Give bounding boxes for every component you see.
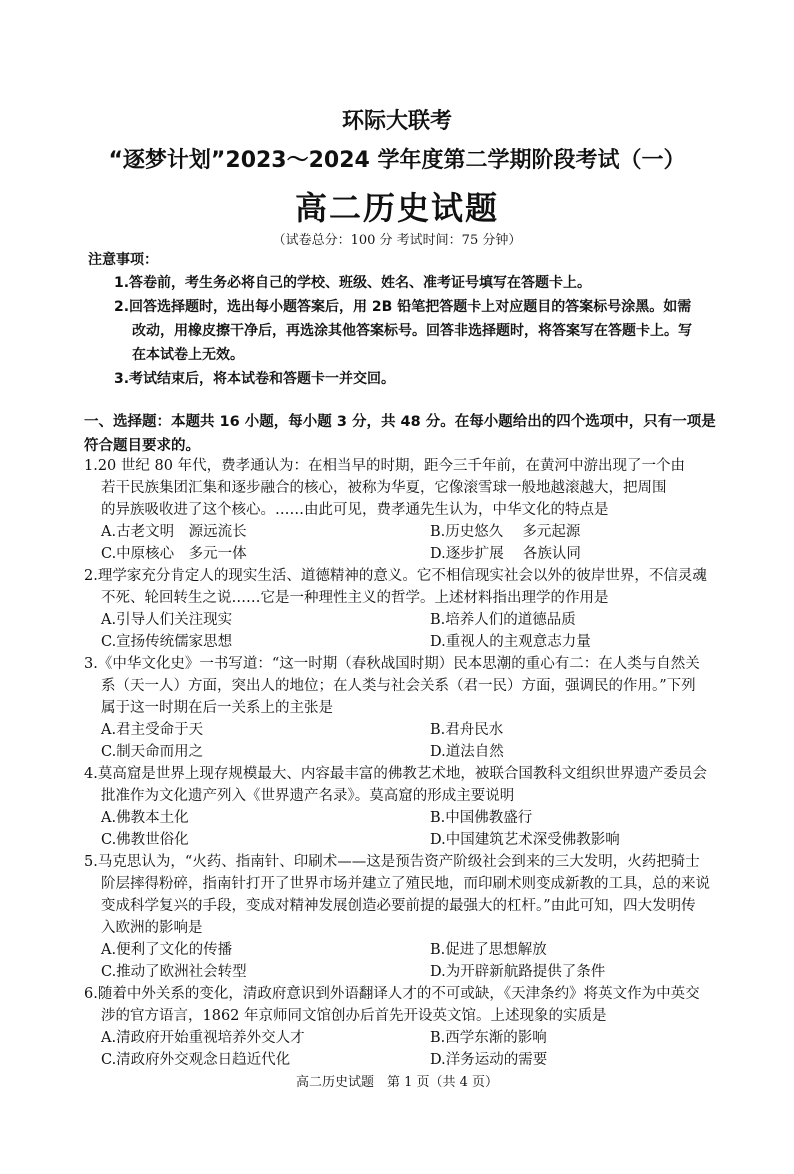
option-c[interactable]: C.制天命而用之 bbox=[101, 744, 204, 760]
option-a[interactable]: A.清政府开始重视培养外交人才 bbox=[101, 1030, 305, 1046]
option-b[interactable]: B.中国佛教盛行 bbox=[430, 810, 533, 826]
exam-meta: （试卷总分：100 分 考试时间：75 分钟） bbox=[272, 233, 522, 248]
section-heading: 符合题目要求的。 bbox=[84, 438, 200, 454]
question-line: 入欧洲的影响是 bbox=[101, 920, 203, 936]
option-b[interactable]: B.西学东渐的影响 bbox=[430, 1030, 547, 1046]
option-b[interactable]: B.培养人们的道德品质 bbox=[430, 612, 576, 628]
exam-title: 高二历史试题 bbox=[294, 189, 499, 227]
option-c[interactable]: C.佛教世俗化 bbox=[101, 832, 189, 848]
option-d[interactable]: D.为开辟新航路提供了条件 bbox=[430, 964, 606, 980]
option-d[interactable]: D.洋务运动的需要 bbox=[430, 1052, 548, 1068]
question-line: 5.马克思认为，“火药、指南针、印刷术——这是预告资产阶级社会到来的三大发明，火药把骑士 bbox=[84, 854, 700, 870]
option-b[interactable]: B.促进了思想解放 bbox=[430, 942, 547, 958]
question-6 bbox=[84, 983, 764, 1027]
question-1 bbox=[84, 455, 764, 521]
note-item: 在本试卷上无效。 bbox=[132, 347, 244, 363]
question-line: 3.《中华文化史》一书写道：“这一时期（春秋战国时期）民本思潮的重心有二：在人类与自然关 bbox=[84, 656, 700, 672]
option-d[interactable]: D.重视人的主观意志力量 bbox=[430, 634, 591, 650]
option-c[interactable]: C.中原核心 多元一体 bbox=[101, 546, 247, 562]
question-line: 阶层摔得粉碎，指南针打开了世界市场并建立了殖民地，而印刷术则变成新教的工具，总的来说 bbox=[101, 876, 710, 892]
question-line: 6.随着中外关系的变化，清政府意识到外语翻译人才的不可或缺，《天津条约》将英文作为中英交 bbox=[84, 986, 700, 1002]
option-a[interactable]: A.便利了文化的传播 bbox=[101, 942, 233, 958]
question-line: 不死、轮回转生之说……它是一种理性主义的哲学。上述材料指出理学的作用是 bbox=[101, 590, 609, 606]
option-c[interactable]: C.推动了欧洲社会转型 bbox=[101, 964, 247, 980]
question-line: 系（天一人）方面，突出人的地位；在人类与社会关系（君一民）方面，强调民的作用。”下列 bbox=[101, 678, 696, 694]
exam-organizer: 环际大联考 bbox=[341, 109, 452, 134]
page-footer: 高二历史试题 第 1 页（共 4 页） bbox=[295, 1075, 499, 1090]
question-5 bbox=[84, 851, 764, 939]
note-item: 3.考试结束后，将本试卷和答题卡一并交回。 bbox=[114, 371, 396, 387]
option-a[interactable]: A.古老文明 源远流长 bbox=[101, 524, 247, 540]
section-heading: 一、选择题：本题共 16 小题，每小题 3 分，共 48 分。在每小题给出的四个选项中，只有一项是 bbox=[84, 414, 716, 430]
question-line: 属于这一时期在后一关系上的主张是 bbox=[101, 700, 333, 716]
note-item: 改动，用橡皮擦干净后，再选涂其他答案标号。回答非选择题时，将答案写在答题卡上。写 bbox=[132, 323, 692, 339]
question-line: 2.理学家充分肯定人的现实生活、道德精神的意义。它不相信现实社会以外的彼岸世界，不信灵魂 bbox=[84, 568, 707, 584]
question-line: 涉的官方语言，1862 年京师同文馆创办后首先开设英文馆。上述现象的实质是 bbox=[101, 1008, 607, 1024]
option-a[interactable]: A.引导人们关注现实 bbox=[101, 612, 233, 628]
question-line: 1.20 世纪 80 年代，费孝通认为：在相当早的时期，距今三千年前，在黄河中游出现了一个由 bbox=[84, 458, 686, 474]
question-line: 的异族吸收进了这个核心。……由此可见，费孝通先生认为，中华文化的特点是 bbox=[101, 502, 609, 518]
question-line: 若干民族集团汇集和逐步融合的核心，被称为华夏，它像滚雪球一般地越滚越大，把周围 bbox=[101, 480, 667, 496]
option-d[interactable]: D.中国建筑艺术深受佛教影响 bbox=[430, 832, 620, 848]
note-item: 1.答卷前，考生务必将自己的学校、班级、姓名、准考证号填写在答题卡上。 bbox=[114, 275, 592, 291]
option-a[interactable]: A.君主受命于天 bbox=[101, 722, 204, 738]
question-line: 变成科学复兴的手段，变成对精神发展创造必要前提的最强大的杠杆。”由此可知，四大发明传 bbox=[101, 898, 696, 914]
option-b[interactable]: B.历史悠久 多元起源 bbox=[430, 524, 581, 540]
question-line: 4.莫高窟是世界上现存规模最大、内容最丰富的佛教艺术地，被联合国教科文组织世界遗产委员会 bbox=[84, 766, 707, 782]
notes-title: 注意事项： bbox=[88, 252, 158, 268]
question-2 bbox=[84, 565, 764, 609]
option-d[interactable]: D.道法自然 bbox=[430, 744, 504, 760]
option-c[interactable]: C.清政府外交观念日趋近代化 bbox=[101, 1052, 291, 1068]
note-item: 2.回答选择题时，选出每小题答案后，用 2B 铅笔把答题卡上对应题目的答案标号涂黑。如需 bbox=[114, 299, 692, 315]
option-d[interactable]: D.逐步扩展 各族认同 bbox=[430, 546, 581, 562]
question-line: 批准作为文化遗产列入《世界遗产名录》。莫高窟的形成主要说明 bbox=[101, 788, 515, 804]
note-item-continued bbox=[114, 343, 764, 367]
option-a[interactable]: A.佛教本土化 bbox=[101, 810, 189, 826]
option-b[interactable]: B.君舟民水 bbox=[430, 722, 504, 738]
question-4 bbox=[84, 763, 764, 807]
note-item-continued bbox=[114, 319, 764, 343]
question-3 bbox=[84, 653, 764, 719]
option-c[interactable]: C.宣扬传统儒家思想 bbox=[101, 634, 233, 650]
exam-name: “逐梦计划”2023～2024 学年度第二学期阶段考试（一） bbox=[108, 148, 686, 173]
